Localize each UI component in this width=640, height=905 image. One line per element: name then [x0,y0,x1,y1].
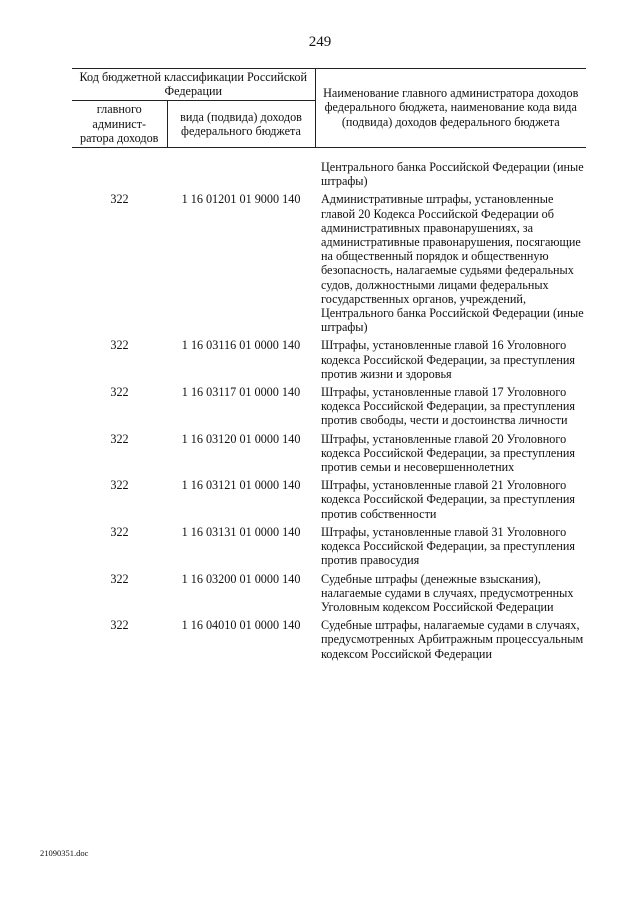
row-admin-code: 322 [110,192,129,207]
row-description: Судебные штрафы (денежные взыскания), налагаемые судами в случаях, предусмотренных Уголовным кодексом Российской Федерации [321,571,574,614]
table-body [72,148,586,661]
row-admin-code: 322 [110,571,129,586]
row-budget-code: 1 16 03116 01 0000 140 [181,338,301,353]
row-budget-code: 1 16 03117 01 0000 140 [181,385,301,400]
table-row [72,381,586,428]
row-description: Штрафы, установленные главой 17 Уголовного кодекса Российской Федерации, за преступления против свободы, чести и достоинства личности [321,385,575,428]
row-budget-code [167,148,315,189]
row-description: Судебные штрафы, налагаемые судами в случаях, предусмотренных Арбитражным процессуальным кодексом Российской Федерации [321,618,584,661]
row-description: Административные штрафы, установленные главой 20 Кодекса Российской Федерации об административных правонарушениях, за административные правонарушения, посягающие на общественный порядок и общественную безопасность, налагаемые судьями федеральных судов, должностными лицами федеральных государственных органов, учреждений, Центрального банка Российской Федерации (иные штрафы) [321,192,584,335]
row-budget-code: 1 16 04010 01 0000 140 [181,618,301,633]
row-admin-code [72,148,167,189]
table-row [72,188,586,334]
row-description: Штрафы, установленные главой 20 Уголовного кодекса Российской Федерации, за преступления против семьи и несовершеннолетних [321,431,575,475]
row-admin-code: 322 [110,478,129,493]
table-row [72,614,586,661]
row-admin-code: 322 [110,338,129,353]
footer-file-name: 21090351.doc [40,848,89,858]
table-row [72,474,586,521]
row-description: Центрального банка Российской Федерации (иные штрафы) [321,160,584,189]
table-row [72,428,586,475]
row-budget-code: 1 16 03200 01 0000 140 [181,571,301,586]
table-row [72,148,586,189]
row-budget-code: 1 16 03131 01 0000 140 [181,524,301,539]
row-admin-code: 322 [110,618,129,633]
row-admin-code: 322 [110,524,129,539]
header-col-code: вида (подвида) доходов федерального бюджета [167,101,315,148]
table-row [72,568,586,615]
page-number: 249 [308,34,332,50]
header-col-name: Наименование главного администратора доходов федерального бюджета, наименование кода вида (подвида) доходов федерального бюджета [315,69,586,148]
row-budget-code: 1 16 01201 01 9000 140 [181,192,301,207]
table-row [72,334,586,381]
row-admin-code: 322 [110,431,129,446]
row-budget-code: 1 16 03120 01 0000 140 [181,431,301,446]
row-description: Штрафы, установленные главой 16 Уголовного кодекса Российской Федерации, за преступления против жизни и здоровья [321,338,575,381]
table-row [72,521,586,568]
header-group-title: Код бюджетной классификации Российской Федерации [72,69,315,101]
budget-code-table [72,68,586,661]
row-budget-code: 1 16 03121 01 0000 140 [181,478,301,493]
row-admin-code: 322 [110,385,129,400]
row-description: Штрафы, установленные главой 31 Уголовного кодекса Российской Федерации, за преступления против правосудия [321,524,575,568]
header-col-admin: главного админист-ратора доходов [72,101,167,148]
table-header [72,69,586,148]
row-description: Штрафы, установленные главой 21 Уголовного кодекса Российской Федерации, за преступления против собственности [321,478,575,521]
